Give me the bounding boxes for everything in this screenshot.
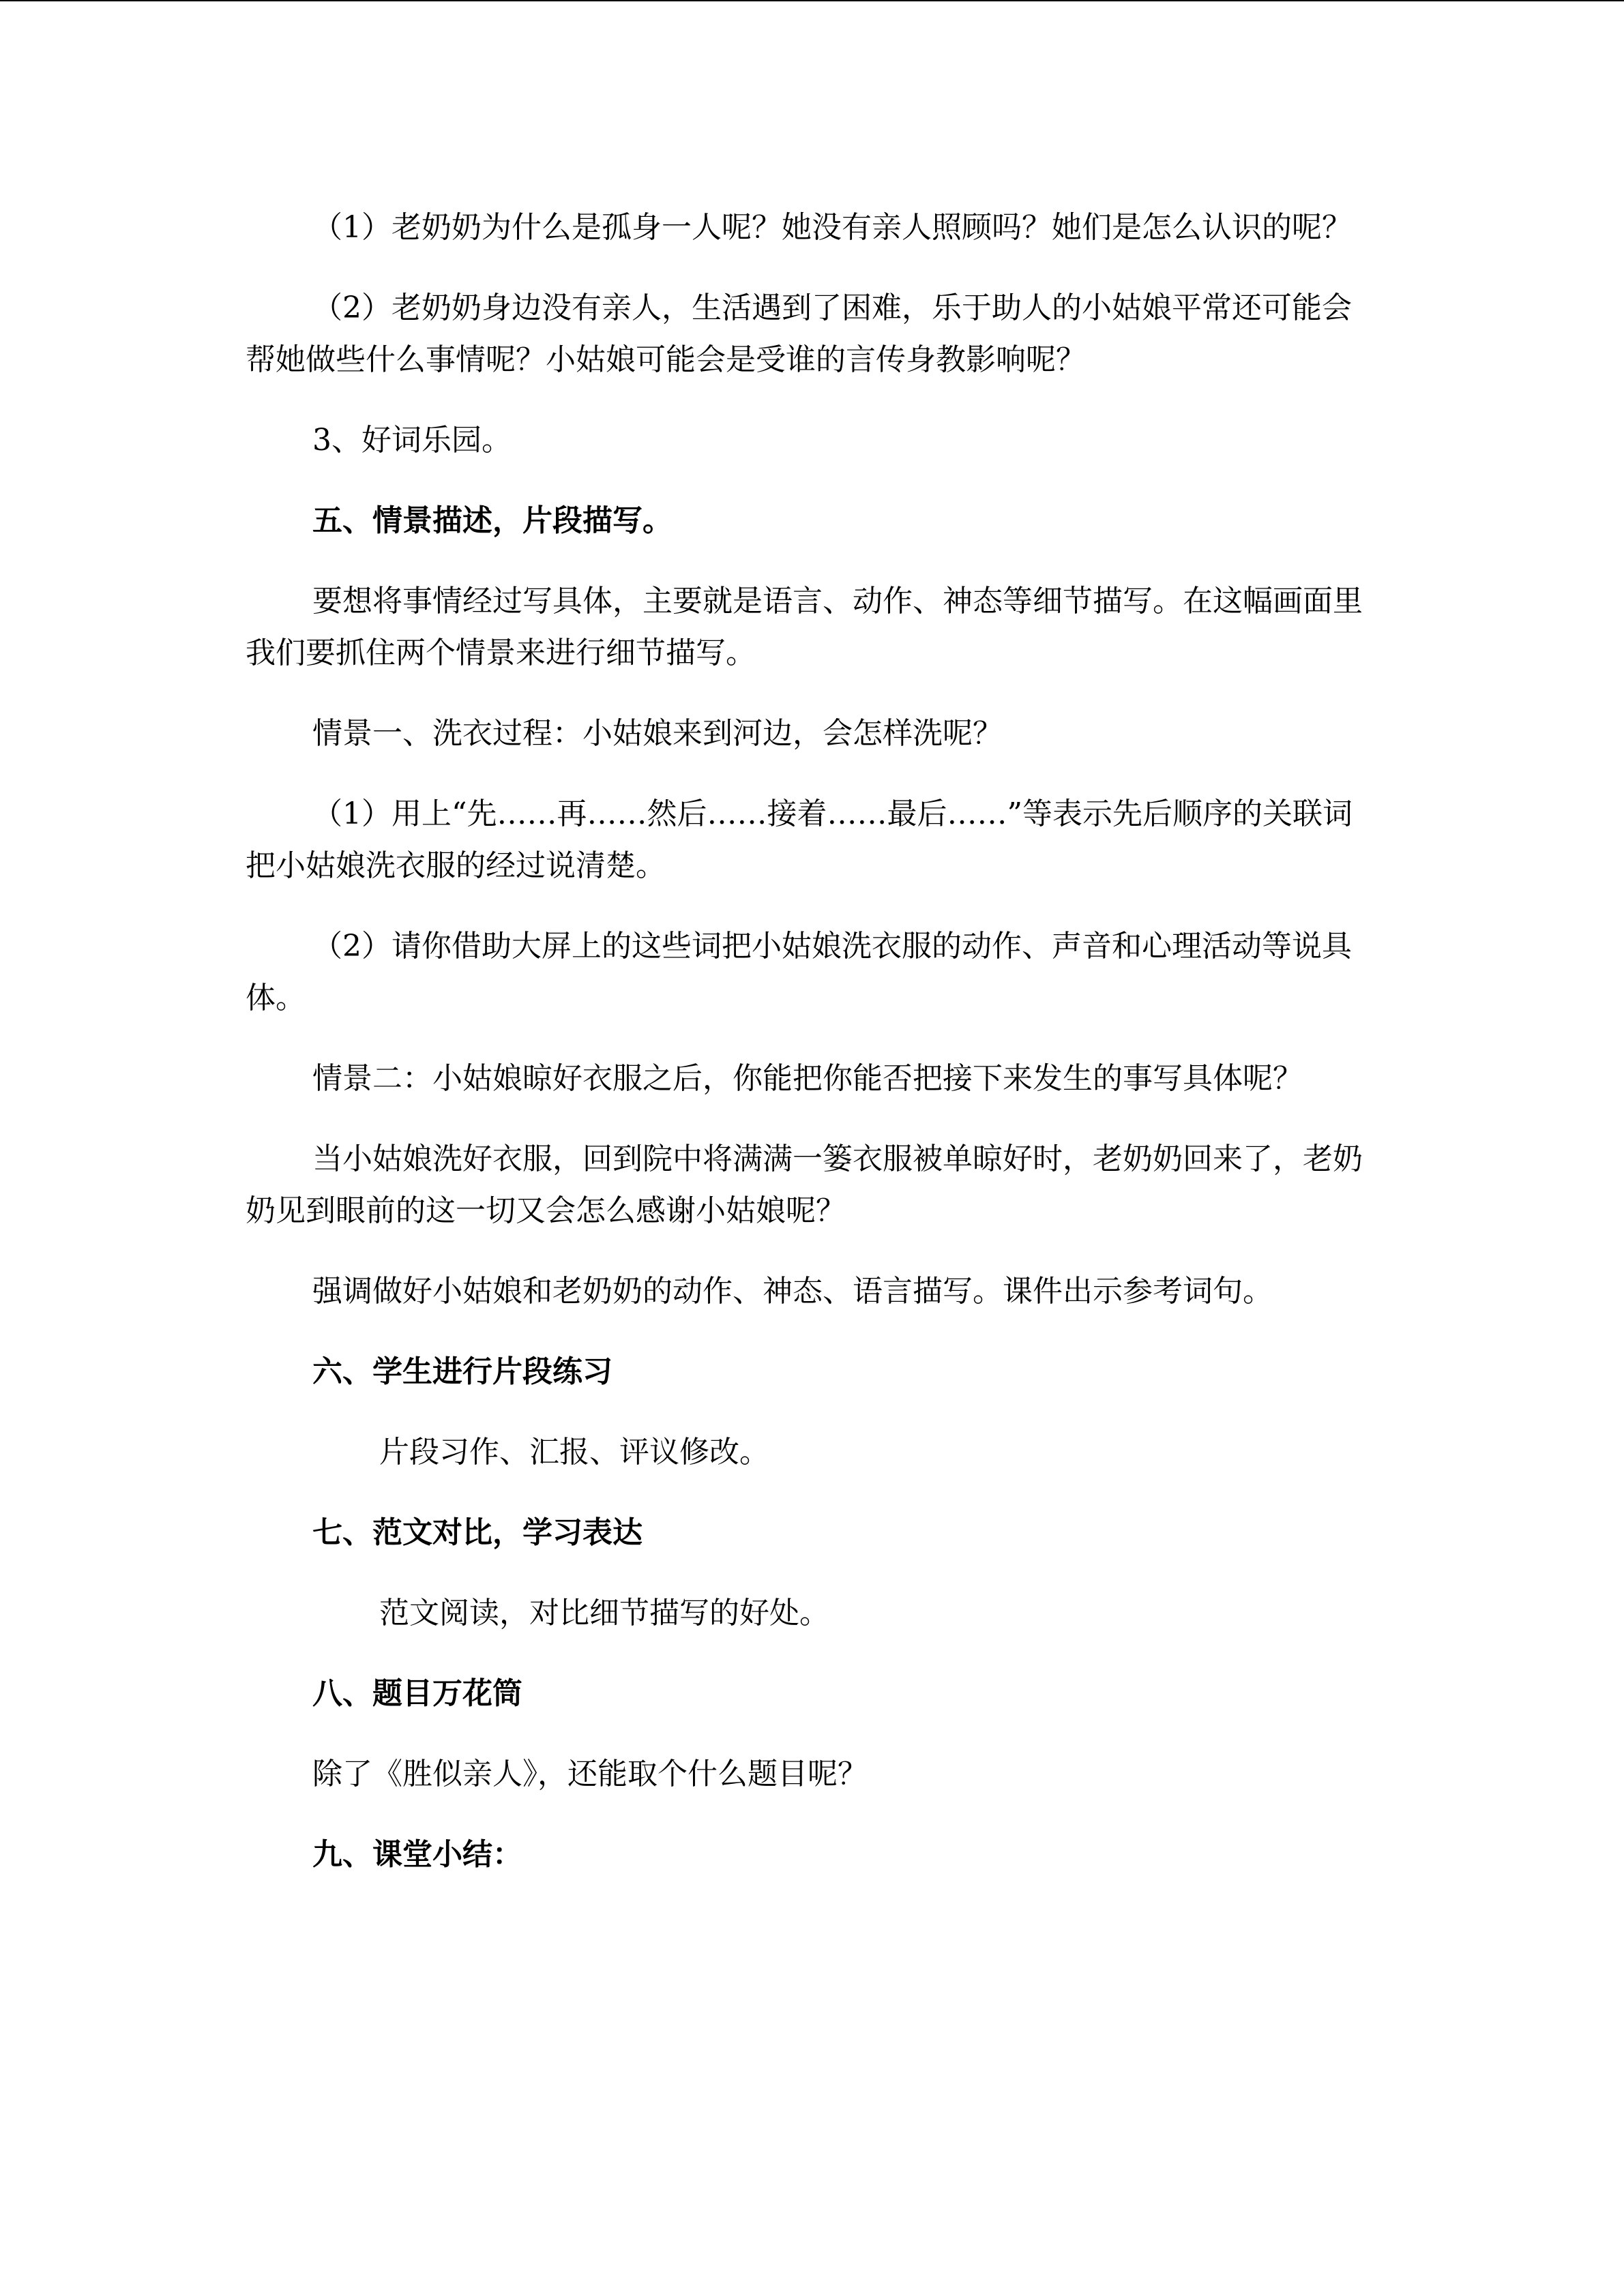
scene-1-question-1: （1）用上“先……再……然后……接着……最后……”等表示先后顺序的关联词把小姑娘洗衣服的经过说清楚。 bbox=[246, 796, 1353, 883]
section-9-heading: 九、课堂小结： bbox=[312, 1837, 522, 1872]
scene-2-paragraph: 情景二：小姑娘晾好衣服之后，你能把你能否把接下来发生的事写具体呢？ bbox=[312, 1061, 1303, 1096]
section-7-heading: 七、范文对比，学习表达 bbox=[312, 1515, 643, 1550]
good-words-item: 3、好词乐园。 bbox=[312, 423, 512, 458]
scene-2-description: 当小姑娘洗好衣服，回到院中将满满一篓衣服被单晾好时，老奶奶回来了，老奶奶见到眼前的这一切又会怎么感谢小姑娘呢？ bbox=[246, 1142, 1363, 1228]
section-7-body: 范文阅读，对比细节描写的好处。 bbox=[379, 1596, 829, 1630]
page-top-border bbox=[0, 0, 1624, 1]
section-8-body: 除了《胜似亲人》，还能取个什么题目呢？ bbox=[312, 1757, 868, 1791]
section-6-heading: 六、学生进行片段练习 bbox=[312, 1354, 612, 1389]
scene-1-question-2: （2）请你借助大屏上的这些词把小姑娘洗衣服的动作、声音和心理活动等说具体。 bbox=[246, 929, 1352, 1015]
section-5-intro: 要想将事情经过写具体，主要就是语言、动作、神态等细节描写。在这幅画面里我们要抓住两个情景来进行细节描写。 bbox=[246, 584, 1363, 670]
section-6-body: 片段习作、汇报、评议修改。 bbox=[379, 1435, 769, 1470]
scene-1-paragraph: 情景一、洗衣过程：小姑娘来到河边，会怎样洗呢？ bbox=[312, 716, 1003, 751]
document-body bbox=[246, 202, 1378, 1909]
emphasis-paragraph: 强调做好小姑娘和老奶奶的动作、神态、语言描写。课件出示参考词句。 bbox=[312, 1274, 1273, 1309]
question-2-paragraph: （2）老奶奶身边没有亲人，生活遇到了困难，乐于助人的小姑娘平常还可能会帮她做些什么事情呢？小姑娘可能会是受谁的言传身教影响呢？ bbox=[246, 290, 1352, 377]
question-1-paragraph: （1）老奶奶为什么是孤身一人呢？她没有亲人照顾吗？她们是怎么认识的呢？ bbox=[312, 210, 1352, 245]
section-5-heading: 五、情景描述，片段描写。 bbox=[312, 503, 673, 538]
section-8-heading: 八、题目万花筒 bbox=[312, 1676, 522, 1711]
